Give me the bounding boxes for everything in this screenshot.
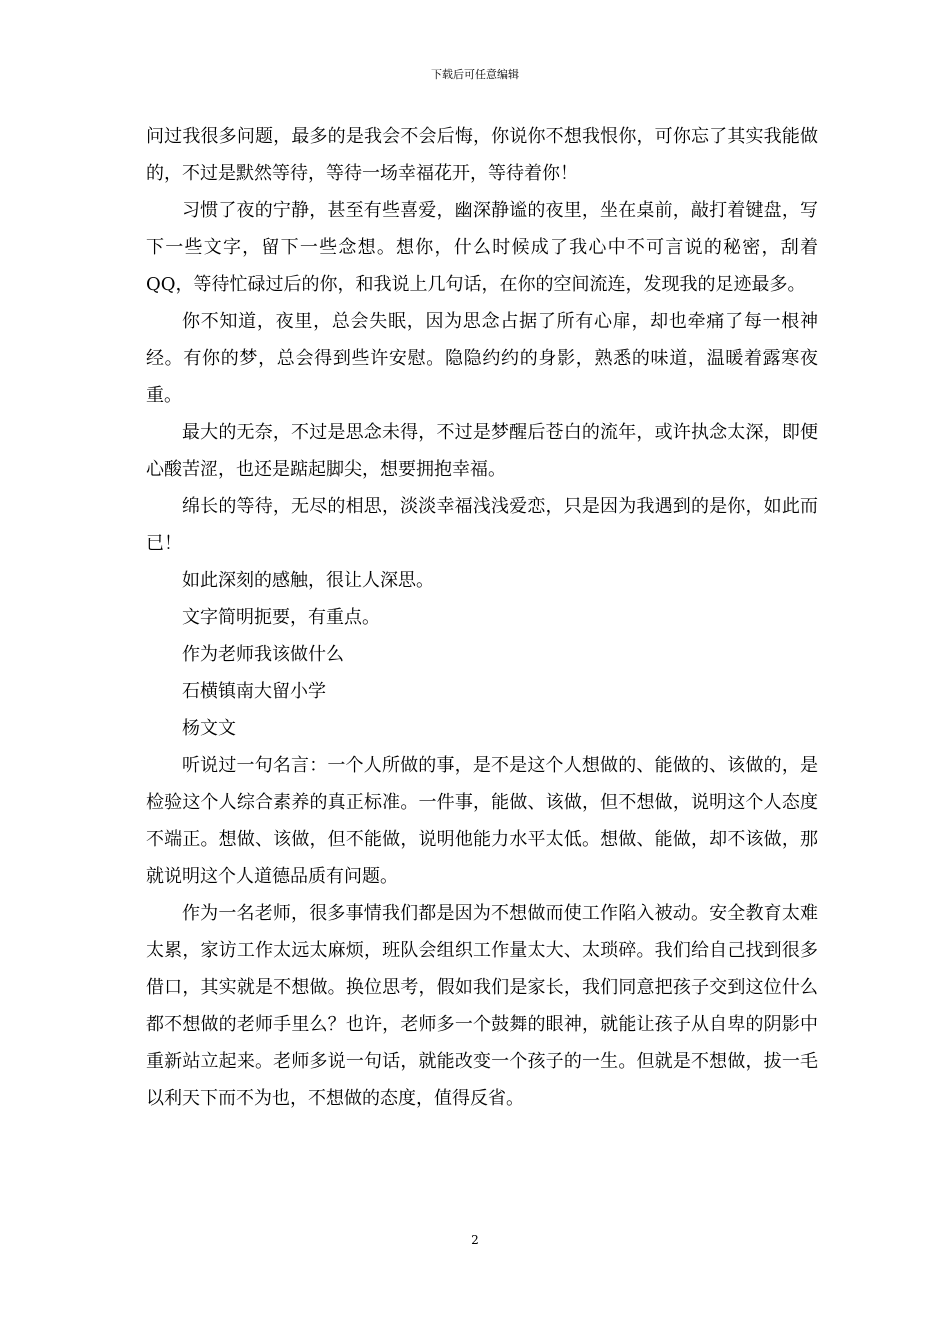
author-school: 石横镇南大留小学	[182, 681, 326, 702]
paragraph: 你不知道，夜里，总会失眠，因为思念占据了所有心扉，却也牵痛了每一根神经。有你的梦，总会得到些许安慰。隐隐约约的身影，熟悉的味道，温暖着露寒夜重。	[146, 311, 818, 406]
paragraph: 文字简明扼要，有重点。	[182, 607, 380, 628]
paragraph: 最大的无奈，不过是思念未得，不过是梦醒后苍白的流年，或许执念太深，即便心酸苦涩，也还是踮起脚尖，想要拥抱幸福。	[146, 422, 818, 480]
document-body	[146, 118, 818, 1117]
paragraph: 绵长的等待，无尽的相思，淡淡幸福浅浅爱恋，只是因为我遇到的是你，如此而已！	[146, 496, 818, 554]
article-title: 作为老师我该做什么	[182, 644, 344, 665]
author-name: 杨文文	[182, 718, 236, 739]
page-number: 2	[471, 1233, 479, 1247]
paragraph: 习惯了夜的宁静，甚至有些喜爱，幽深静谧的夜里，坐在桌前，敲打着键盘，写下一些文字，留下一些念想。想你，什么时候成了我心中不可言说的秘密，刮着QQ，等待忙碌过后的你，和我说上几句话，在你的空间流连，发现我的足迹最多。	[146, 200, 818, 295]
paragraph: 问过我很多问题，最多的是我会不会后悔，你说你不想我恨你，可你忘了其实我能做的，不过是默然等待，等待一场幸福花开，等待着你！	[146, 126, 818, 184]
paragraph: 听说过一句名言：一个人所做的事，是不是这个人想做的、能做的、该做的，是检验这个人综合素养的真正标准。一件事，能做、该做，但不想做，说明这个人态度不端正。想做、该做，但不能做，说明他能力水平太低。想做、能做，却不该做，那就说明这个人道德品质有问题。	[146, 755, 818, 887]
paragraph: 作为一名老师，很多事情我们都是因为不想做而使工作陷入被动。安全教育太难太累，家访工作太远太麻烦，班队会组织工作量太大、太琐碎。我们给自己找到很多借口，其实就是不想做。换位思考，假如我们是家长，我们同意把孩子交到这位什么都不想做的老师手里么？也许，老师多一个鼓舞的眼神，就能让孩子从自卑的阴影中重新站立起来。老师多说一句话，就能改变一个孩子的一生。但就是不想做，拔一毛以利天下而不为也，不想做的态度，值得反省。	[146, 903, 818, 1109]
page-header: 下载后可任意编辑	[431, 68, 519, 81]
paragraph: 如此深刻的感触，很让人深思。	[182, 570, 434, 591]
